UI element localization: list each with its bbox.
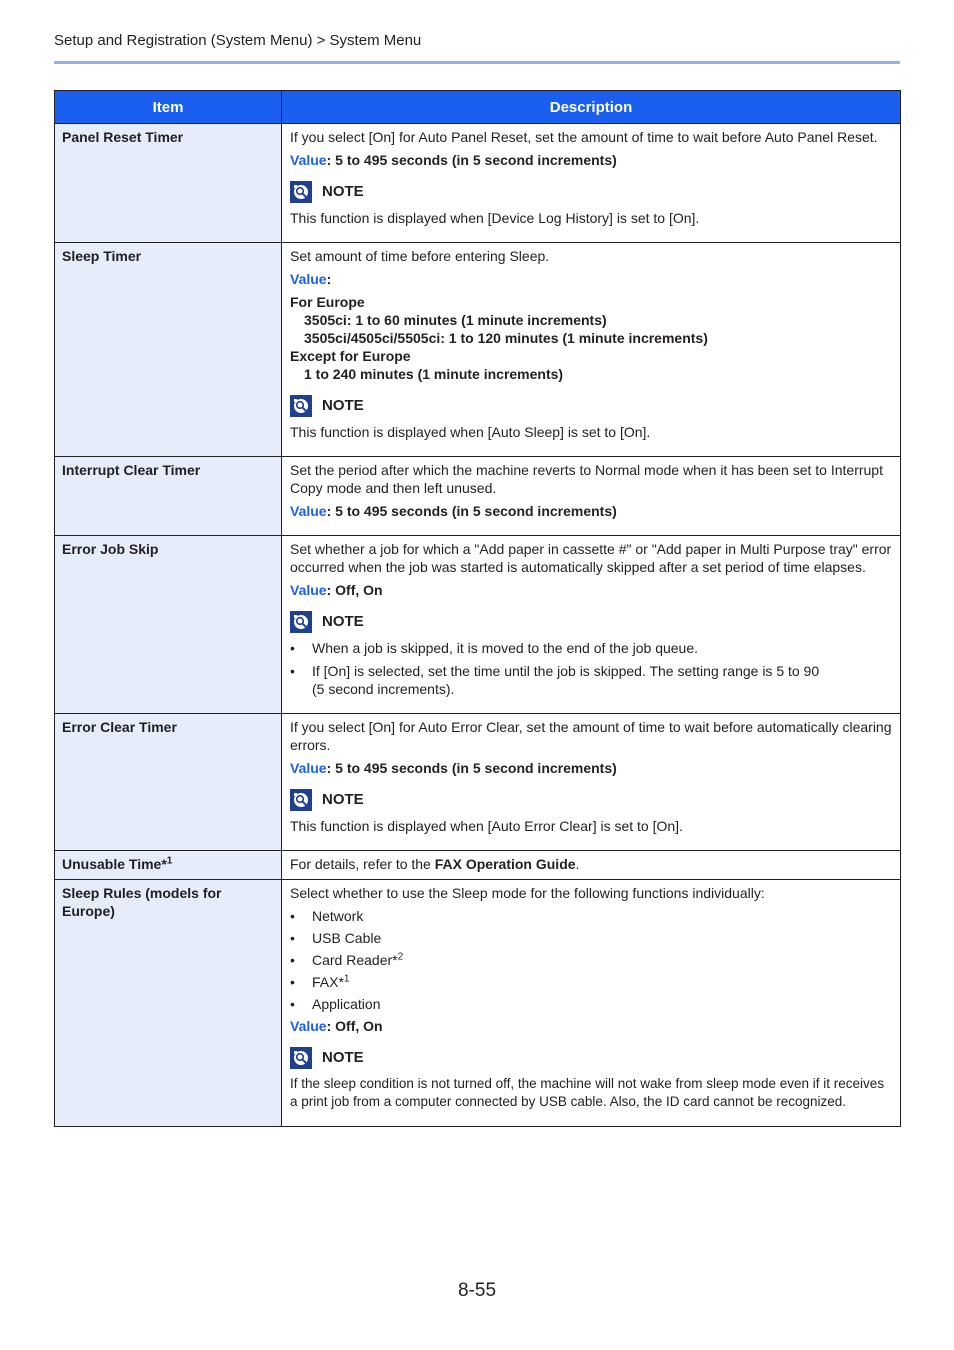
value-except-europe: 1 to 240 minutes (1 minute increments): [304, 366, 564, 382]
value-line: [290, 502, 892, 520]
header-rule: [54, 61, 900, 64]
function-item: [290, 907, 892, 925]
value-text: : Off, On: [326, 582, 383, 598]
value-line: [290, 759, 892, 777]
item-cell: [55, 714, 282, 851]
function-item: [290, 995, 892, 1013]
guide-reference: FAX Operation Guide: [434, 856, 576, 872]
description-text: Select whether to use the Sleep mode for the following functions individually:: [290, 885, 765, 901]
description-cell: [282, 880, 901, 1127]
footnote-marker: 2: [397, 951, 404, 963]
note-icon: [290, 181, 312, 203]
value-text: : 5 to 495 seconds (in 5 second increments): [326, 152, 617, 168]
note-text: This function is displayed when [Device Log History] is set to [On].: [290, 210, 700, 226]
note-label: NOTE: [322, 397, 364, 414]
note-text: This function is displayed when [Auto Sleep] is set to [On].: [290, 424, 651, 440]
table-row: [55, 880, 901, 1127]
column-header-description: Description: [282, 91, 901, 124]
function-item: [290, 973, 892, 991]
item-cell: [55, 243, 282, 457]
value-text: : 5 to 495 seconds (in 5 second increments): [326, 503, 617, 519]
column-header-item: Item: [55, 91, 282, 124]
description-cell: [282, 124, 901, 243]
note-icon: [290, 611, 312, 633]
note-label: NOTE: [322, 791, 364, 808]
region-label-except-europe: Except for Europe: [290, 348, 411, 364]
note-text: This function is displayed when [Auto Error Clear] is set to [On].: [290, 818, 683, 834]
table-row: [55, 714, 901, 851]
item-cell: [55, 880, 282, 1127]
note-heading: [290, 611, 892, 633]
note-item-text: When a job is skipped, it is moved to the end of the job queue.: [312, 640, 699, 656]
note-heading: [290, 395, 892, 417]
table-row: [55, 124, 901, 243]
function-label: Card Reader*: [312, 952, 398, 968]
note-icon: [290, 395, 312, 417]
note-item-text: If [On] is selected, set the time until the job is skipped. The setting range is 5 to 90: [312, 663, 820, 679]
note-label: NOTE: [322, 183, 364, 200]
value-europe-3505: 3505ci: 1 to 60 minutes (1 minute increments): [304, 312, 607, 328]
description-text: If you select [On] for Auto Panel Reset, set the amount of time to wait before Auto Panel Reset.: [290, 129, 878, 145]
value-label: Value: [290, 582, 327, 598]
footnote-marker: 1: [343, 973, 350, 985]
note-label: NOTE: [322, 1049, 364, 1066]
breadcrumb: Setup and Registration (System Menu) > System Menu: [54, 32, 422, 49]
footnote-marker: 1: [166, 855, 173, 867]
item-name: Error Clear Timer: [62, 719, 177, 735]
value-label: Value: [290, 1018, 327, 1034]
note-heading: [290, 1047, 892, 1069]
value-text: : Off, On: [326, 1018, 383, 1034]
note-heading: [290, 789, 892, 811]
value-label: Value: [290, 152, 327, 168]
item-name: Sleep Rules (models for Europe): [62, 885, 222, 919]
description-cell: [282, 714, 901, 851]
description-text: Set whether a job for which a "Add paper in cassette #" or "Add paper in Multi Purpose tray" error occurred when the job was started is automatically skipped after a set period of time elapses.: [290, 541, 892, 575]
value-line: [290, 1017, 892, 1035]
value-label: Value: [290, 271, 327, 287]
function-label: FAX*: [312, 974, 344, 990]
item-cell: [55, 124, 282, 243]
description-cell: [282, 457, 901, 536]
description-cell: [282, 851, 901, 880]
table-header-row: [55, 91, 901, 124]
description-text: For details, refer to the: [290, 856, 435, 872]
description-text: Set amount of time before entering Sleep.: [290, 248, 550, 264]
note-label: NOTE: [322, 613, 364, 630]
item-name: Error Job Skip: [62, 541, 159, 557]
note-heading: [290, 181, 892, 203]
item-name: Interrupt Clear Timer: [62, 462, 201, 478]
item-cell: [55, 851, 282, 880]
note-icon: [290, 1047, 312, 1069]
note-list: [290, 639, 892, 698]
item-name: Sleep Timer: [62, 248, 142, 264]
table-row: [55, 457, 901, 536]
item-cell: [55, 457, 282, 536]
item-name: Unusable Time*: [62, 856, 167, 872]
note-item-text-cont: (5 second increments).: [312, 681, 455, 697]
description-text: Set the period after which the machine reverts to Normal mode when it has been set to Interrupt Copy mode and then left unused.: [290, 462, 883, 496]
region-label-europe: For Europe: [290, 294, 365, 310]
function-label: USB Cable: [312, 930, 382, 946]
function-item: [290, 929, 892, 947]
value-label: Value: [290, 503, 327, 519]
note-item: [290, 639, 892, 657]
description-text-end: .: [575, 856, 580, 872]
settings-table: [54, 90, 901, 1127]
note-icon: [290, 789, 312, 811]
value-text: : 5 to 495 seconds (in 5 second increments): [326, 760, 617, 776]
value-europe-multi: 3505ci/4505ci/5505ci: 1 to 120 minutes (1 minute increments): [304, 330, 708, 346]
value-label: Value: [290, 760, 327, 776]
note-text: If the sleep condition is not turned off, the machine will not wake from sleep mode even if it receives a print job from a computer connected by USB cable. Also, the ID card cannot be recognized.: [290, 1076, 885, 1109]
value-line: [290, 270, 892, 288]
page-number: 8-55: [457, 1280, 497, 1301]
item-name: Panel Reset Timer: [62, 129, 184, 145]
table-row: [55, 243, 901, 457]
function-label: Application: [312, 996, 381, 1012]
value-line: [290, 151, 892, 169]
table-row: [55, 851, 901, 880]
description-text: If you select [On] for Auto Error Clear, set the amount of time to wait before automatically clearing errors.: [290, 719, 892, 753]
description-cell: [282, 243, 901, 457]
item-cell: [55, 536, 282, 714]
function-label: Network: [312, 908, 364, 924]
table-row: [55, 536, 901, 714]
function-item: [290, 951, 892, 969]
description-cell: [282, 536, 901, 714]
value-text: :: [326, 271, 332, 287]
note-item: [290, 662, 892, 698]
value-line: [290, 581, 892, 599]
function-list: [290, 907, 892, 1013]
